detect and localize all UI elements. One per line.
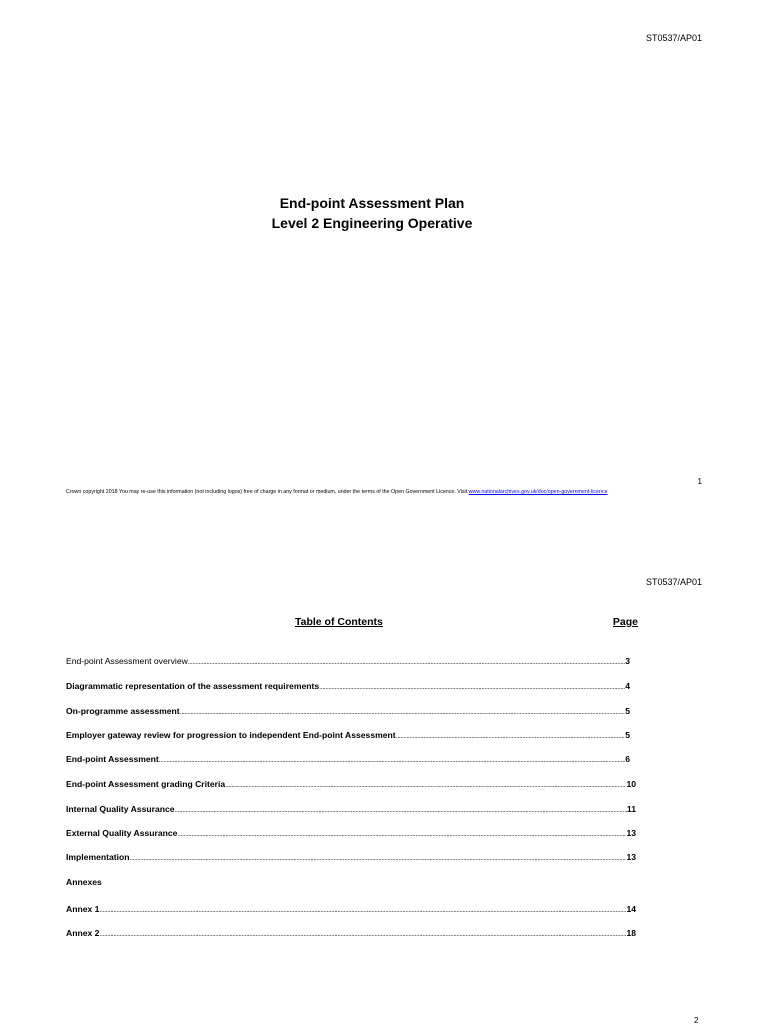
document-reference-page2: ST0537/AP01 (645, 577, 702, 587)
title-line-2: Level 2 Engineering Operative (271, 215, 473, 231)
toc-item-page: 5 (625, 730, 630, 740)
toc-item-page: 13 (626, 828, 636, 838)
toc-leader-dots (99, 907, 626, 914)
toc-item[interactable] (66, 730, 630, 744)
title-line-1: End-point Assessment Plan (279, 195, 465, 211)
toc-leader-dots (188, 659, 625, 666)
licence-link[interactable]: www.nationalarchives.gov.uk/doc/open-government-licence (468, 489, 608, 495)
document-title (0, 193, 744, 233)
toc-item-label: End-point Assessment overview (66, 656, 188, 666)
page-number-2: 2 (694, 1016, 699, 1024)
toc-leader-dots (130, 855, 627, 862)
toc-leader-dots (177, 831, 626, 838)
toc-title: Table of Contents (295, 616, 383, 628)
annexes-heading: Annexes (66, 877, 102, 887)
copyright-text: Crown copyright 2018 You may re-use this information (not including logos) free of charge in any format or medium, under the terms of the Open Government Licence. Visit (66, 489, 469, 495)
toc-item[interactable] (66, 804, 636, 818)
toc-leader-dots (319, 684, 625, 691)
toc-item-label: Annex 2 (66, 928, 100, 938)
document-reference: ST0537/AP01 (645, 33, 702, 43)
toc-item-page: 14 (626, 904, 636, 914)
toc-leader-dots (396, 733, 626, 740)
toc-item-label: External Quality Assurance (66, 828, 178, 838)
toc-header (66, 616, 638, 632)
toc-item-label: End-point Assessment grading Criteria (66, 779, 226, 789)
toc-leader-dots (159, 757, 625, 764)
toc-item[interactable] (66, 754, 630, 768)
toc-item-page: 10 (626, 779, 636, 789)
toc-item[interactable] (66, 852, 636, 866)
toc-item-label: Employer gateway review for progression to independent End-point Assessment (66, 730, 396, 740)
toc-item-label: Annex 1 (66, 904, 100, 914)
toc-item-page: 4 (625, 681, 630, 691)
toc-item[interactable] (66, 828, 636, 842)
annex-item[interactable] (66, 904, 636, 918)
toc-item[interactable] (66, 779, 636, 793)
toc-item-page: 18 (626, 928, 636, 938)
toc-item-label: On-programme assessment (66, 706, 180, 716)
toc-item-label: Implementation (66, 852, 130, 862)
annex-item[interactable] (66, 928, 636, 942)
toc-item-label: Diagrammatic representation of the assessment requirements (66, 681, 320, 691)
copyright-footer (66, 488, 702, 497)
toc-page-label: Page (612, 616, 638, 628)
toc-item[interactable] (66, 706, 630, 720)
toc-item-page: 6 (625, 754, 630, 764)
toc-item-page: 11 (626, 804, 636, 814)
toc-item-page: 3 (625, 656, 630, 666)
toc-item-page: 5 (625, 706, 630, 716)
toc-item[interactable] (66, 656, 630, 670)
toc-leader-dots (175, 807, 627, 814)
toc-item-label: Internal Quality Assurance (66, 804, 175, 814)
toc-leader-dots (180, 709, 626, 716)
toc-item-page: 13 (626, 852, 636, 862)
toc-leader-dots (225, 782, 626, 789)
toc-item-label: End-point Assessment (66, 754, 159, 764)
toc-leader-dots (99, 931, 626, 938)
page-number: 1 (697, 477, 702, 486)
toc-item[interactable] (66, 681, 630, 695)
